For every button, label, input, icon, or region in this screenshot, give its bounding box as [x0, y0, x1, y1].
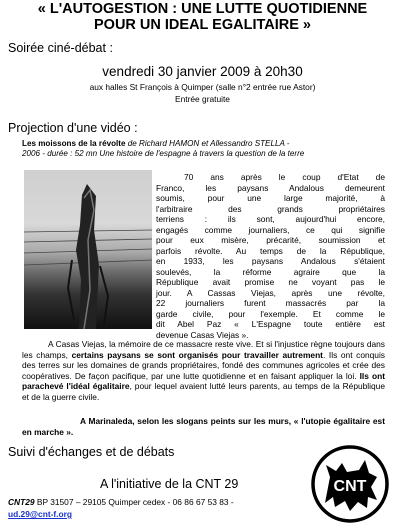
para1-line-14: garde civile, pour l'exemple. Et comme le: [156, 308, 385, 319]
para1-line-10: soulevés, la réforme agraire que la: [156, 266, 385, 277]
paragraph-2: [22, 339, 385, 402]
para1-line-16: devenue Casas Viejas ».: [156, 329, 249, 340]
footer-org: CNT29: [8, 497, 35, 507]
para2-part-2: . Ils ont conquis des terres sur les domaines de grands propriétaires, fondé des communes agricoles et crée des coopératives. De façon pacifique, par une lutte quotidienne et en faisant appliquer la loi.: [22, 349, 385, 381]
para1-line-3: soumis, pour une large majorité, à: [156, 193, 385, 203]
footer-email-link[interactable]: ud.29@cnt-f.org: [8, 509, 72, 519]
para1-line-13: 22 journaliers furent massacrés par la: [156, 298, 385, 308]
footer-email-wrap: [8, 509, 72, 520]
page-title: [0, 1, 405, 33]
para2-bold-2: Ils ont parachevé l'idéal égalitaire: [22, 370, 385, 391]
event-place: aux halles St François à Quimper (salle n°2 entrée rue Astor): [89, 82, 316, 92]
para1-line-9: en 1933, les paysans Andalous s'étaient: [156, 256, 385, 266]
para1-line-8: parfois révolte. Au temps de la République,: [156, 245, 385, 256]
para1-line-12: jour. A Cassas Viejas, après une révolte,: [156, 287, 385, 298]
film-meta-2: 2006 - durée : 52 mn Une histoire de l'espagne à travers la question de la terre: [22, 149, 305, 158]
para1-line-4: l'arbitraire des grands propriétaires: [156, 203, 385, 214]
title-line-2: POUR UN IDEAL EGALITAIRE »: [94, 17, 311, 33]
paragraph-1: [156, 172, 385, 340]
para2-bold-1: certains paysans se sont organisés pour travailler autrement: [71, 349, 323, 360]
title-line-1: « L'AUTOGESTION : UNE LUTTE QUOTIDIENNE: [37, 1, 368, 17]
soiree-heading: Soirée ciné-débat :: [8, 41, 113, 55]
para1-line-2: Franco, les paysans Andalous demeurent: [156, 182, 385, 193]
logo-text: CNT: [333, 478, 367, 495]
para1-line-1: 70 ans après le coup d'Etat de: [184, 172, 385, 182]
event-entry: Entrée gratuite: [175, 94, 230, 104]
footer-contact: [8, 497, 308, 508]
para1-line-6: engagés comme journaliers, ce qui signifie: [156, 224, 385, 235]
para2-part-3: , pour lequel avaient lutté leurs parents, au temps de la République et de la guerre civile.: [22, 381, 385, 402]
para1-line-11: République avait promise ne voyant pas le: [156, 277, 385, 287]
para1-line-7: pour eux misère, précarité, soumission et: [156, 235, 385, 245]
projection-heading: Projection d'une vidéo :: [8, 121, 138, 135]
event-date: vendredi 30 janvier 2009 à 20h30: [102, 64, 303, 79]
film-meta-1: de Richard HAMON et Allessandro STELLA -: [125, 139, 290, 148]
suivi-heading: Suivi d'échanges et de débats: [8, 445, 175, 459]
footer-address: BP 31507 – 29105 Quimper cedex - 06 86 67 53 83 -: [34, 497, 234, 507]
fence-post-photo: [24, 170, 152, 329]
para2-part-1: A Casas Viejas, la mémoire de ce massacre reste vive. Et si l'injustice règne toujours dans les champs,: [22, 339, 385, 360]
para1-line-5: terriens : ils sont, aujourd'hui encore,: [156, 214, 385, 224]
initiative-line: A l'initiative de la CNT 29: [100, 477, 239, 491]
para1-line-15: dit Abel Paz « L'Espagne toute entière est: [156, 319, 385, 329]
cnt-black-cat-logo: [311, 445, 389, 523]
film-info: [22, 139, 392, 159]
paragraph-3: A Marinaleda, selon les slogans peints sur les murs, « l'utopie égalitaire est en marche ».: [22, 416, 385, 437]
film-title: Les moissons de la révolte: [22, 139, 126, 148]
